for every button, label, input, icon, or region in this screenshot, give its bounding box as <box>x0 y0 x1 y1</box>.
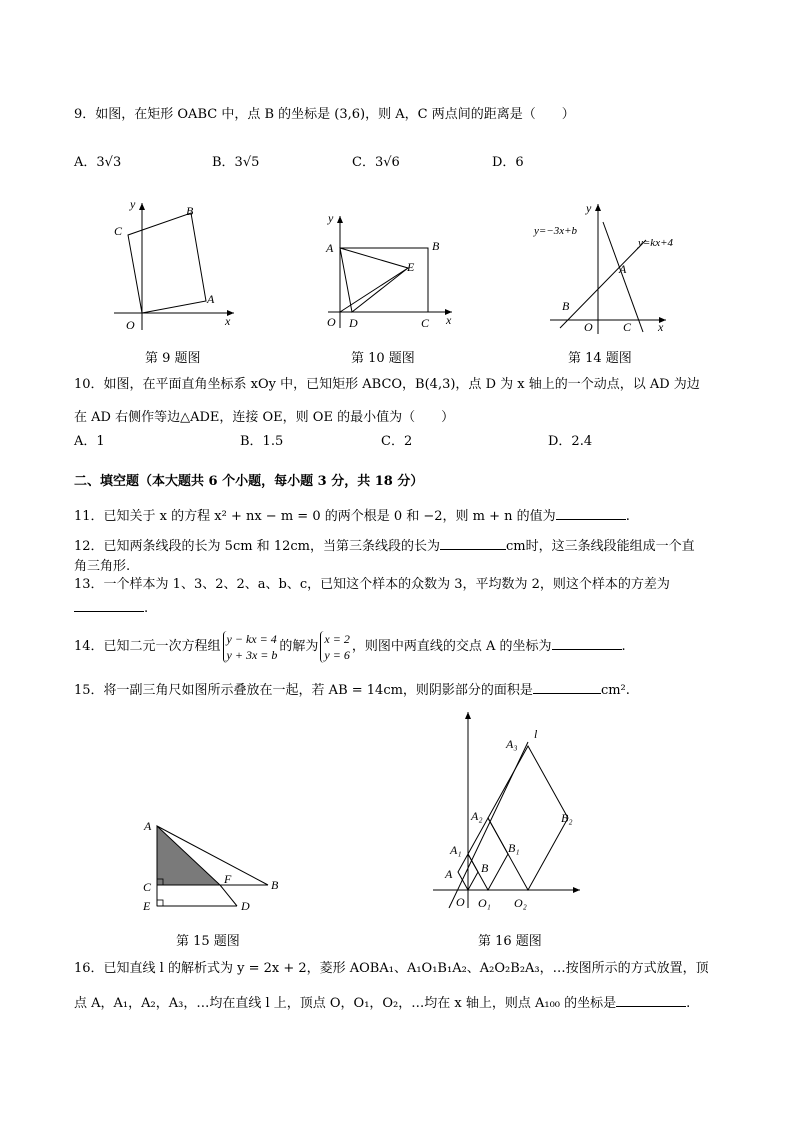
q12-text-2: cm时，这三条线段能组成一个直 <box>505 539 695 554</box>
q10-line2: 在 AD 右侧作等边△ADE，连接 OE，则 OE 的最小值为（ ） <box>74 410 455 425</box>
fig16-label-a2: A₂ <box>471 809 483 823</box>
figure-16 <box>430 708 590 918</box>
fig16-label-o1: O₁ <box>478 896 491 910</box>
fig16-label-a: A <box>445 867 453 881</box>
fig10-label-x: x <box>446 313 452 327</box>
q9-option-c: C．3√6 <box>352 155 400 170</box>
q10-option-a: A．1 <box>74 434 105 449</box>
q11-blank[interactable] <box>556 506 626 520</box>
fig15-label-d: D <box>241 899 250 913</box>
fig14-label-eq1: y=−3x+b <box>534 225 578 237</box>
q12-blank[interactable] <box>440 536 506 550</box>
q16-end: . <box>686 996 691 1011</box>
q10-option-b: B．1.5 <box>240 434 284 449</box>
fig16-label-a3: A₃ <box>506 737 518 751</box>
fig10-caption: 第 10 题图 <box>351 351 415 366</box>
q11-text: 11．已知关于 x 的方程 x² + nx − m = 0 的两个根是 0 和 −2，则 m + n 的值为 <box>74 509 556 524</box>
fig14-label-c: C <box>623 320 632 334</box>
q11 <box>74 506 630 526</box>
q14-text-2: 的解为 <box>279 639 319 654</box>
q14-text-3: ，则图中两直线的交点 A 的坐标为 <box>351 639 552 654</box>
fig15-caption: 第 15 题图 <box>176 934 240 949</box>
fig9-label-c: C <box>114 224 123 238</box>
fig16-label-b1: B₁ <box>508 841 520 855</box>
q16-line2 <box>74 993 690 1013</box>
q10-option-d: D．2.4 <box>548 434 593 449</box>
q16-blank[interactable] <box>616 993 686 1007</box>
fig10-label-e: E <box>407 260 415 274</box>
q13-line2 <box>74 598 148 618</box>
fig10-label-a: A <box>326 241 334 255</box>
fig16-label-b: B <box>481 861 489 875</box>
fig10-label-o: O <box>327 315 336 329</box>
q14-blank[interactable] <box>552 636 622 650</box>
q14-solution <box>320 631 349 663</box>
q15 <box>74 680 630 700</box>
q15-end: cm². <box>600 683 630 698</box>
q16-text: 点 A，A₁，A₂，A₃，…均在直线 l 上，顶点 O，O₁，O₂，…均在 x 轴上，则点 A₁₀₀ 的坐标是 <box>74 996 617 1011</box>
fig16-label-o2: O₂ <box>514 896 527 910</box>
q9-option-d: D．6 <box>492 155 524 170</box>
q14-eq2: y + 3x = b <box>226 647 278 662</box>
q10-option-c: C．2 <box>381 434 413 449</box>
fig9-label-o: O <box>126 318 135 332</box>
q11-end: . <box>625 509 630 524</box>
fig14-caption: 第 14 题图 <box>568 351 632 366</box>
fig14-label-o: O <box>584 320 593 334</box>
fig16-label-a1: A₁ <box>450 843 462 857</box>
fig9-label-b: B <box>186 204 194 218</box>
fig10-label-c: C <box>421 316 430 330</box>
fig15-label-e: E <box>143 899 151 913</box>
fig15-label-c: C <box>143 880 152 894</box>
q16-line1: 16．已知直线 l 的解析式为 y = 2x + 2，菱形 AOBA₁、A₁O₁B₁A₂、A₂O₂B₂A₃，…按图所示的方式放置，顶 <box>74 961 709 976</box>
q9-option-a: A．3√3 <box>74 155 122 170</box>
fig15-label-f: F <box>224 872 232 886</box>
fig10-label-b: B <box>432 239 440 253</box>
q14-end: . <box>621 639 626 654</box>
figure-10 <box>322 210 462 335</box>
q14-system <box>223 631 278 663</box>
q15-text: 15．将一副三角尺如图所示叠放在一起，若 AB = 14cm，则阴影部分的面积是 <box>74 683 533 698</box>
fig9-label-a: A <box>207 292 215 306</box>
q13-line1: 13．一个样本为 1、3、2、2、a、b、c，已知这个样本的众数为 3，平均数为 2，则这个样本的方差为 <box>74 577 670 592</box>
fig16-label-b2: B₂ <box>561 811 573 825</box>
fig9-caption: 第 9 题图 <box>145 351 201 366</box>
section-2-heading: 二、填空题（本大题共 6 个小题，每小题 3 分，共 18 分） <box>74 474 424 489</box>
q14-text: 14．已知二元一次方程组 <box>74 639 221 654</box>
fig14-label-eq2: y=kx+4 <box>638 237 673 249</box>
fig16-caption: 第 16 题图 <box>478 934 542 949</box>
fig9-label-y: y <box>130 197 136 211</box>
fig14-label-y: y <box>586 201 592 215</box>
q14-sol1: x = 2 <box>324 631 350 646</box>
figure-9 <box>108 195 248 335</box>
fig9-label-x: x <box>225 314 231 328</box>
q12 <box>74 536 695 556</box>
q15-blank[interactable] <box>533 680 601 694</box>
fig14-label-b: B <box>562 299 570 313</box>
q10-line1: 10．如图，在平面直角坐标系 xOy 中，已知矩形 ABCO，B(4,3)，点 D 为 x 轴上的一个动点，以 AD 为边 <box>74 377 700 392</box>
fig15-label-a: A <box>144 819 152 833</box>
fig15-label-b: B <box>271 878 279 892</box>
q14 <box>74 628 626 666</box>
fig16-label-o: O <box>456 895 465 909</box>
q12-line2: 角三角形. <box>74 559 131 574</box>
fig14-label-a: A <box>619 262 627 276</box>
q9-text: 9．如图，在矩形 OABC 中，点 B 的坐标是 (3,6)，则 A，C 两点间的距离是（ ） <box>74 107 575 122</box>
fig14-label-x: x <box>658 320 664 334</box>
figure-14 <box>528 200 673 335</box>
q14-eq1: y − kx = 4 <box>226 631 277 646</box>
q12-text: 12．已知两条线段的长为 5cm 和 12cm，当第三条线段的长为 <box>74 539 440 554</box>
q14-sol2: y = 6 <box>324 647 350 662</box>
figure-15 <box>138 815 288 915</box>
fig10-label-y: y <box>328 211 334 225</box>
q13-blank[interactable] <box>74 598 144 612</box>
q9-option-b: B．3√5 <box>212 155 260 170</box>
fig10-label-d: D <box>349 316 358 330</box>
q13-end: . <box>144 601 149 616</box>
fig16-label-l: l <box>534 727 538 741</box>
